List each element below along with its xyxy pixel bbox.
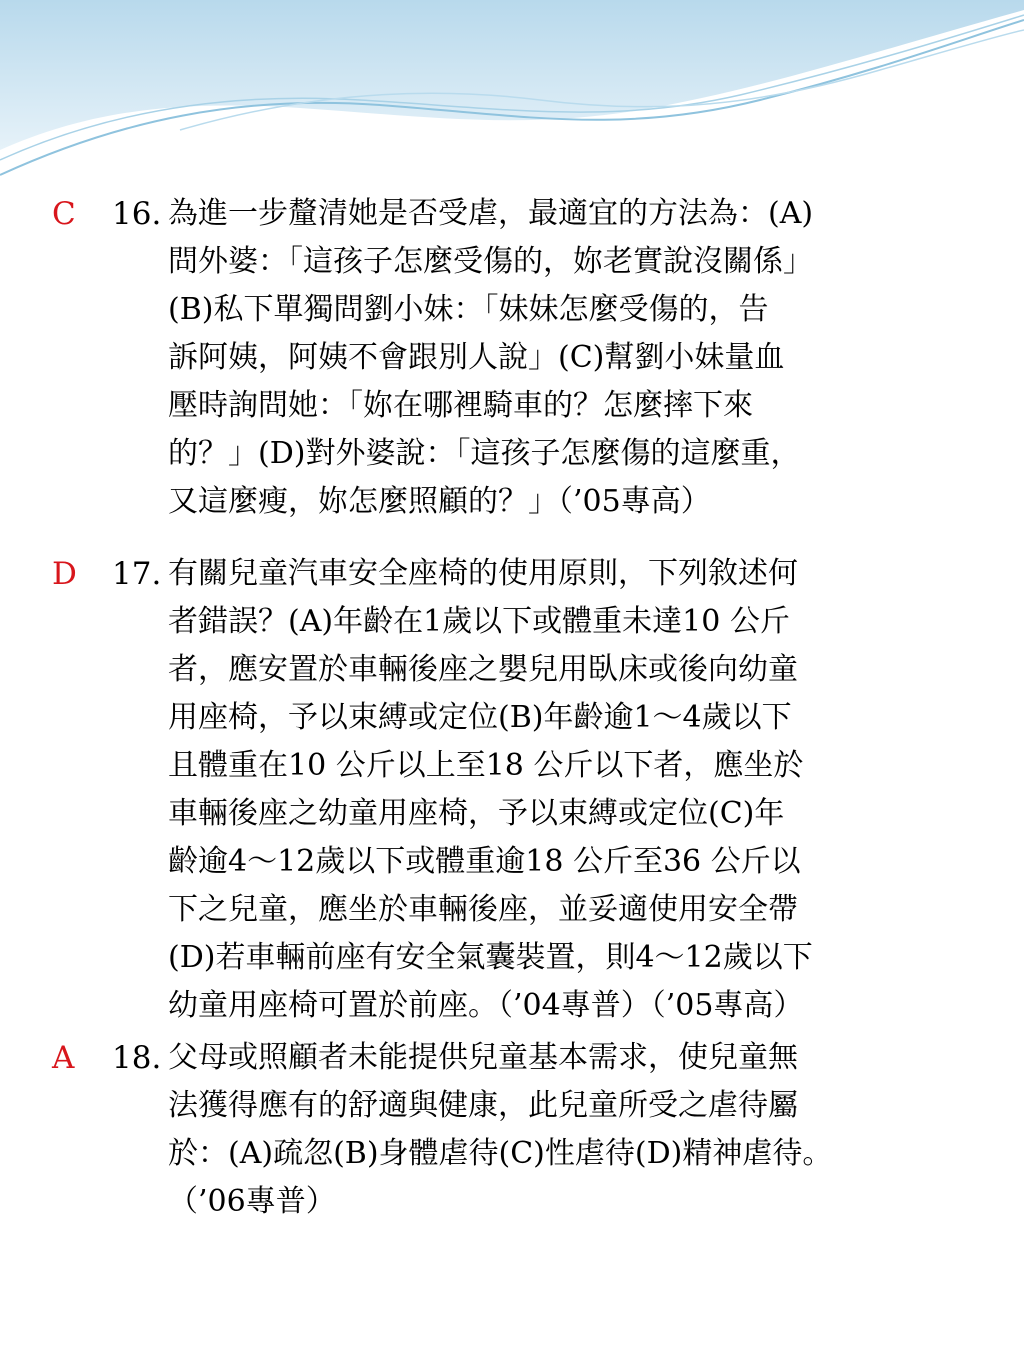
question-line: 於：(A)疏忽(B)身體虐待(C)性虐待(D)精神虐待。	[168, 1136, 833, 1171]
question-line: 為進一步釐清她是否受虐，最適宜的方法為：(A)	[168, 196, 814, 231]
question-line: 有關兒童汽車安全座椅的使用原則，下列敘述何	[168, 556, 798, 591]
question-text	[168, 1034, 988, 1226]
question-line: 法獲得應有的舒適與健康，此兒童所受之虐待屬	[168, 1088, 798, 1123]
question-line: 下之兒童，應坐於車輛後座，並妥適使用安全帶	[168, 892, 798, 927]
question-line: (D)若車輛前座有安全氣囊裝置，則4～12歲以下	[168, 940, 813, 975]
question-line: 壓時詢問她：「妳在哪裡騎車的？怎麼摔下來	[168, 388, 753, 423]
answer-key: D	[52, 556, 77, 592]
question-number: 16.	[112, 196, 162, 232]
question-line: （’06專普）	[168, 1184, 336, 1219]
question-line: 的？」(D)對外婆說：「這孩子怎麼傷的這麼重，	[168, 436, 801, 471]
question-line: 父母或照顧者未能提供兒童基本需求，使兒童無	[168, 1040, 798, 1075]
question-line: (B)私下單獨問劉小妹：「妹妹怎麼受傷的，告	[168, 292, 769, 327]
question-line: 齡逾4～12歲以下或體重逾18 公斤至36 公斤以	[168, 844, 801, 879]
question-text	[168, 550, 988, 1030]
question-line: 訴阿姨，阿姨不會跟別人說」(C)幫劉小妹量血	[168, 340, 785, 375]
question-line: 用座椅，予以束縛或定位(B)年齡逾1～4歲以下	[168, 700, 792, 735]
question-line: 車輛後座之幼童用座椅，予以束縛或定位(C)年	[168, 796, 785, 831]
question-line: 又這麼瘦，妳怎麼照顧的？」（’05專高）	[168, 484, 711, 519]
question-line: 者，應安置於車輛後座之嬰兒用臥床或後向幼童	[168, 652, 798, 687]
question-line: 且體重在10 公斤以上至18 公斤以下者，應坐於	[168, 748, 804, 783]
question-line: 者錯誤？(A)年齡在1歲以下或體重未達10 公斤	[168, 604, 790, 639]
question-line: 問外婆：「這孩子怎麼受傷的，妳老實說沒關係」	[168, 244, 813, 279]
question-line: 幼童用座椅可置於前座。（’04專普）（’05專高）	[168, 988, 804, 1023]
question-number: 18.	[112, 1040, 162, 1076]
question-text	[168, 190, 988, 526]
question-number: 17.	[112, 556, 162, 592]
answer-key: C	[52, 196, 76, 232]
answer-key: A	[52, 1040, 75, 1076]
